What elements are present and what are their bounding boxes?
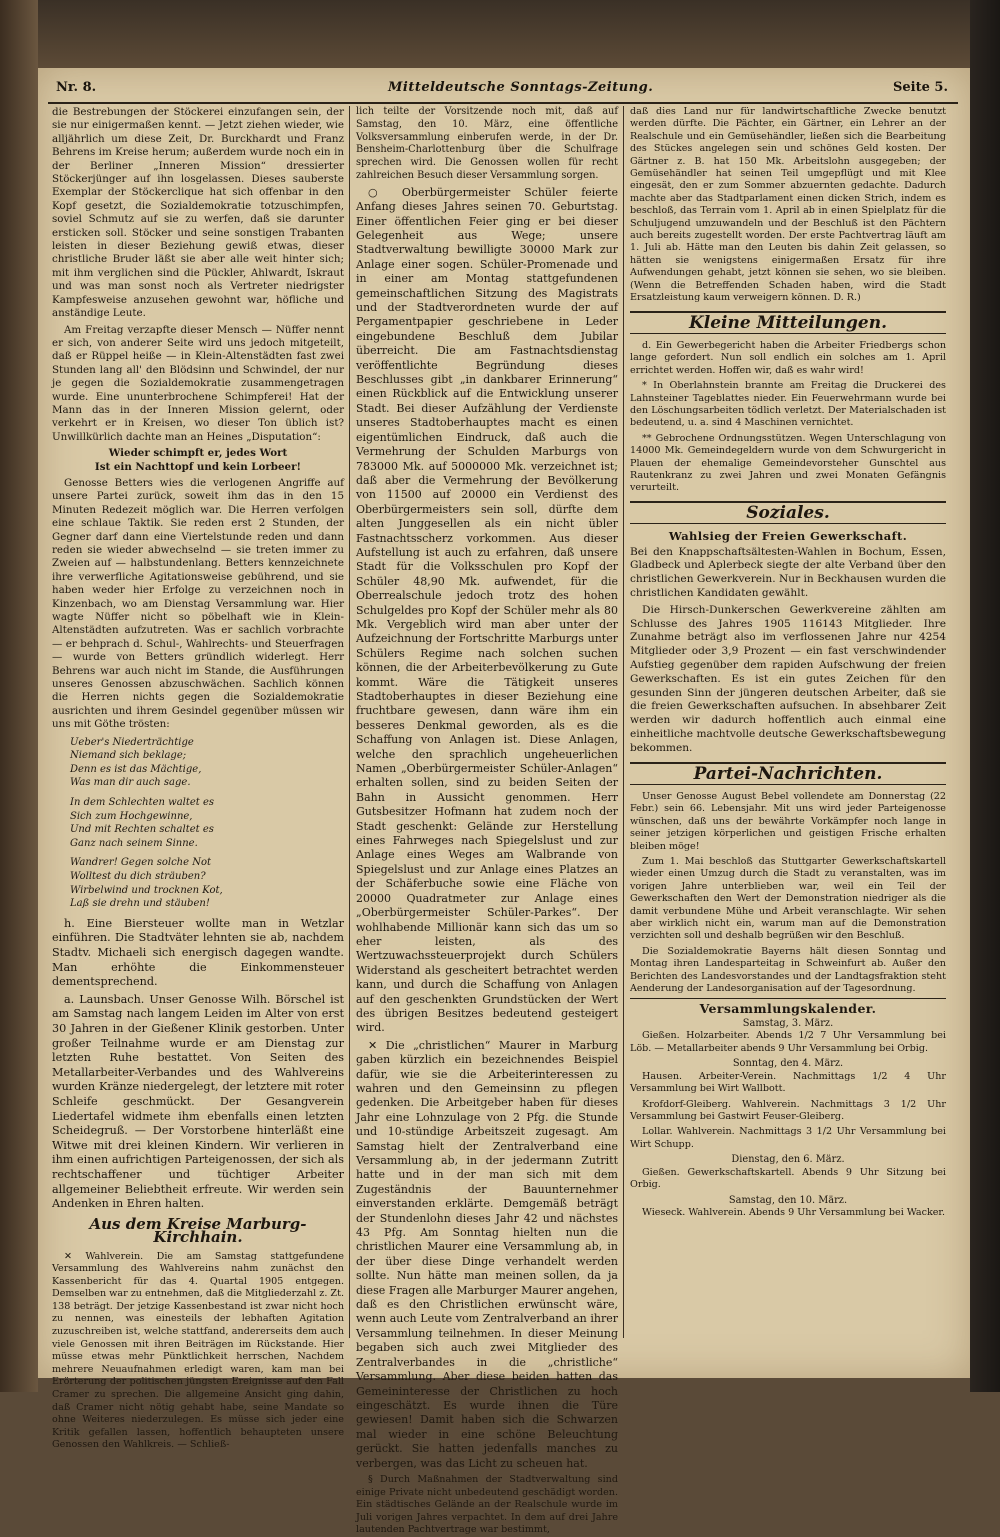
poem-line: Ganz nach seinem Sinne. <box>70 837 198 849</box>
article-paragraph: Genosse Betters wies die verlogenen Angriffe auf unsere Partei zurück, soweit ihm das in den 15 Minuten Redezeit möglich war. Die Herren verfolgen eine schlaue Taktik. Sie reden erst 2 Stunden, der Gegner darf dann eine Viertelstunde reden und dann reden sie wieder abwechselnd — sie treten immer zu Zweien auf — halbstundenlang. Betters kennzeichnete ihre verwerfliche Agitationsweise gebührend, und sie haben weder hier Erfolge zu verzeichnen noch in Kinzenbach, wo am Dienstag Versammlung war. Hier wagte Nüffer nicht so pöbelhaft wie in Klein-Altenstädten aufzutreten. Was er sachlich vorbrachte — er behprach d. Schul-, Wahlrechts- und Steuerfragen — wurde von Betters gründlich widerlegt. Herr Behrens war auch nicht im Stande, die Ausführungen unseres Genossen abzuschwächen. Sachlich können die Herren nichts gegen die Sozialdemokratie ausrichten und ihrem Gesindel gegenüber müssen wir uns mit Göthe trösten: <box>52 476 344 731</box>
calendar-date: Samstag, den 10. März. <box>728 1194 848 1206</box>
column-1 <box>52 106 344 1451</box>
poem-line: In dem Schlechten waltet es <box>70 797 215 809</box>
article-paragraph: Bei den Knappschaftsältesten-Wahlen in Bochum, Essen, Gladbeck und Aplerbeck siegte der alte Verband über den christlichen Gewerkverein. Nur in Beckhausen wurden die christlichen Kandidaten gewählt. <box>630 545 946 599</box>
poem-line: Was man dir auch sage. <box>70 777 191 789</box>
book-spine-edge <box>0 0 38 1392</box>
poem <box>70 736 344 911</box>
article-paragraph: die Bestrebungen der Stöckerei einzufangen sein, der sie nur einigermaßen kennt. — Jetzt ziehen wieder, wie alljährlich um diese Zeit, Dr. Burckhardt und Franz Behrens im Kreise herum; außerdem wurde noch ein in der Berliner „Inneren Mission“ dressierter Stöckerjünger auf ihn losgelassen. Dieses sauberste Exemplar der Stöckerclique hat sich offenbar in den Kopf gesetzt, die Sozialdemokratie totzuschimpfen, soviel Schmutz auf sie zu werfen, daß sie darunter ersticken soll. Stöcker und seine sonstigen Trabanten leisten in dieser Beziehung gewiß etwas, dieser christliche Bruder läßt sie aber alle weit hinter sich; mit ihm verglichen sind die Pückler, Ahlwardt, Iskraut und was man sonst noch als Vertreter niedrigster Kampfesweise anzusehen gewohnt war, höfliche und anständige Leute. <box>52 106 344 320</box>
newspaper-page <box>38 68 970 1536</box>
poem-stanza <box>70 856 344 910</box>
article-paragraph: Zum 1. Mai beschloß das Stuttgarter Gewerkschaftskartell wieder einen Umzug durch die Stadt zu veranstalten, was im vorigen Jahre unterblieben war, weil ein Teil der Gewerkschaften den Wert der Demonstration niedriger als die damit verbundene Mühe und Arbeit veranschlagte. Wir sehen aber wirklich nicht ein, warum man auf die Demonstration verzichten soll und deshalb begrüßen wir den Beschluß. <box>630 855 946 942</box>
article-paragraph: Die Sozialdemokratie Bayerns hält diesen Sonntag und Montag ihren Landesparteitag in Schweinfurt ab. Außer den Berichten des Landesvorstandes und der Landtagsfraktion steht Aenderung der Landesorganisation auf der Tagesordnung. <box>630 945 946 995</box>
poem-line: Sich zum Hochgewinne, <box>70 810 193 822</box>
article-paragraph: ✕ Die „christlichen“ Maurer in Marburg gaben kürzlich ein bezeichnendes Beispiel dafür, wie sie die Arbeiterinteressen zu wahren und den Gemeinsinn zu pflegen gedenken. Die Arbeitgeber haben für dieses Jahr eine Lohnzulage von 2 Pfg. die Stunde und 10-stündige Arbeitszeit zugesagt. Am Samstag hielt der Zentralverband eine Versammlung ab, in der jedermann Zutritt hatte und in der man sich mit dem Zugeständnis der Bauunternehmer einverstanden erklärte. Demgemäß beträgt der Stundenlohn dieses Jahr 42 und nächstes 43 Pfg. Am Sonntag hielten nun die christlichen Maurer eine Versammlung ab, in der über diese Dinge verhandelt werden sollte. Nun hätte man meinen sollen, da ja diese Fragen alle Marburger Maurer angehen, daß es den Christlichen erwünscht wäre, wenn auch Leute vom Zentralverband an ihrer Versammlung teilnehmen. In dieser Meinung begaben sich auch zwei Mitglieder des Zentralverbandes in die „christliche“ Versammlung. Aber diese beiden hatten das Gemeininteresse der Christlichen zu hoch eingeschätzt. Es wurde ihnen die Türe gewiesen! Damit haben sich die Schwarzen mal wieder in eine schöne Beleuchtung gerückt. Sie hatten jedenfalls manches zu verbergen, was das Licht zu scheuen hat. <box>356 1038 618 1470</box>
quote-line: Ist ein Nachttopf und kein Lorbeer! <box>94 460 302 473</box>
poem-line: Laß sie drehn und stäuben! <box>70 898 210 910</box>
section-heading: Aus dem Kreise Marburg-Kirchhain. <box>89 1214 307 1247</box>
scan-top-edge <box>0 0 1000 68</box>
poem-line: Und mit Rechten schaltet es <box>70 824 214 836</box>
poem-line: Wirbelwind und trocknen Kot, <box>70 884 223 896</box>
calendar-entry: Gießen. Gewerkschaftskartell. Abends 9 Uhr Sitzung bei Orbig. <box>630 1166 946 1191</box>
article-paragraph: Am Freitag verzapfte dieser Mensch — Nüffer nennt er sich, von anderer Seite wird uns jedoch mitgeteilt, daß er Rüppel heiße — in Klein-Altenstädten fast zwei Stunden lang all' den Blödsinn und Schwindel, der nur je gegen die Sozialdemokratie zusammengetragen wurde. Eine ununterbrochene Schimpferei! Hat der Mann das in der Inneren Mission gelernt, oder verkehrt er in Kreisen, wo dieser Ton üblich ist? Unwillkürlich dachte man an Heines „Disputation“: <box>52 323 344 443</box>
article-paragraph: Unser Genosse August Bebel vollendete am Donnerstag (22 Febr.) sein 66. Lebensjahr. Mit uns wird jeder Parteigenosse wünschen, daß uns der bewährte Vorkämpfer noch lange in seiner jetzigen körperlichen und geistigen Frische erhalten bleiben möge! <box>630 790 946 852</box>
quote-line: Wieder schimpft er, jedes Wort <box>108 447 288 460</box>
subheading: Versammlungskalender. <box>630 998 946 1015</box>
section-heading: Kleine Mitteilungen. <box>630 311 946 334</box>
subheading: Wahlsieg der Freien Gewerkschaft. <box>668 529 908 544</box>
article-paragraph: daß dies Land nur für landwirtschaftliche Zwecke benutzt werden dürfte. Die Pächter, ein Gärtner, ein Lehrer an der Realschule und ein Gemüsehändler, ließen sich die Bearbeitung des Stückes angelegen sein und schönes Geld kosten. Der Gärtner z. B. hat 150 Mk. Arbeitslohn ausgegeben; der Gemüsehändler hat seinen Teil umgepflügt und mit Klee eingesät, den er zum Sommer abzuernten gedachte. Dadurch machte aber das Stadtparlament einen dicken Strich, indem es beschloß, das Terrain vom 1. April ab in einen Spielplatz für die Schuljugend umzuwandeln und der Beschluß ist den Pächtern auch bereits zugestellt worden. Der erste Pachtvertrag läuft am 1. Juli ab. Hätte man den Leuten bis dahin Zeit gelassen, so hätten sie wenigstens einigermaßen Ersatz für ihre Aufwendungen gehabt, jetzt können sie sehen, wo sie bleiben. (Wenn die Betreffenden Schaden haben, wird die Stadt Ersatzleistung kaum verweigern können. D. R.) <box>630 106 946 304</box>
poem-line: Wolltest du dich sträuben? <box>70 871 206 883</box>
poem-line: Niemand sich beklage; <box>70 750 187 762</box>
calendar-date: Sonntag, den 4. März. <box>732 1058 844 1070</box>
article-paragraph: a. Launsbach. Unser Genosse Wilh. Börschel ist am Samstag nach langem Leiden im Alter von erst 30 Jahren in der Gießener Klinik gestorben. Unter großer Teilnahme wurde er am Dienstag zur letzten Ruhe bestattet. Von Seiten des Metallarbeiter-Verbandes und des Wahlvereins wurden Kränze niedergelegt, der letztere mit roter Schleife geschmückt. Der Gesangverein Liedertafel widmete ihm ebenfalls einen letzten Scheidegruß. — Der Vorstorbene hinterläßt eine Witwe mit drei kleinen Kindern. Wir verlieren in ihm einen aufrichtigen Parteigenossen, der sich als rechtschaffener und tüchtiger Arbeiter allgemeiner Beliebtheit erfreute. Wir werden sein Andenken in Ehren halten. <box>52 992 344 1211</box>
poem-stanza <box>70 736 344 790</box>
article-paragraph: ✕ Wahlverein. Die am Samstag stattgefundene Versammlung des Wahlvereins nahm zunächst den Kassenbericht für das 4. Quartal 1905 entgegen. Demselben war zu entnehmen, daß die Mitgliederzahl z. Zt. 138 beträgt. Der jetzige Kassenbestand ist zwar nicht hoch zu nennen, was einesteils der lebhaften Agitation zuzuschreiben ist, welche stattfand, andererseits dem auch viele Genossen mit ihren Beiträgen im Rückstande. Hier müsse etwas mehr Pünktlichkeit herrschen, Nachdem mehrere Neuaufnahmen erledigt waren, kam man bei Erörterung der politischen jüngsten Ereignisse auf den Fall Cramer zu sprechen. Die allgemeine Ansicht ging dahin, daß Cramer nicht nötig gehabt habe, seine Mandate so ohne Weiteres niederzulegen. Es müsse sich jeder eine Kritik gefallen lassen, hoffentlich behaupteten unsere Genossen den Wahlkreis. — Schließ- <box>52 1250 344 1451</box>
article-paragraph: Die Hirsch-Dunkerschen Gewerkvereine zählten am Schlusse des Jahres 1905 116143 Mitglieder. Ihre Zunahme beträgt also im verflossenen Jahre nur 4254 Mitglieder oder 3,9 Prozent — ein fast verschwindender Aufstieg gegenüber dem rapiden Aufschwung der freien Gewerkschaften. Es ist ein gutes Zeichen für den gesunden Sinn der jüngeren deutschen Arbeiter, daß sie die freien Gewerkschaften aufsuchen. In absehbarer Zeit werden wir dadurch hoffentlich auch einmal eine einheitliche machtvolle deutsche Gewerkschaftsbewegung bekommen. <box>630 603 946 754</box>
article-paragraph: d. Ein Gewerbegericht haben die Arbeiter Friedbergs schon lange gefordert. Nun soll endlich ein solches am 1. April errichtet werden. Hoffen wir, daß es wahr wird! <box>630 339 946 376</box>
calendar-entry: Gießen. Holzarbeiter. Abends 1/2 7 Uhr Versammlung bei Löb. — Metallarbeiter abends 9 Uhr Versammlung bei Orbig. <box>630 1030 946 1054</box>
page-number: Seite 5. <box>893 80 948 95</box>
header-rule <box>48 102 958 104</box>
book-cover-edge <box>970 0 1000 1392</box>
calendar-date: Dienstag, den 6. März. <box>731 1154 845 1166</box>
calendar-entry: Krofdorf-Gleiberg. Wahlverein. Nachmittags 3 1/2 Uhr Versammlung bei Gastwirt Feuser-Gleiberg. <box>630 1098 946 1123</box>
article-paragraph: * In Oberlahnstein brannte am Freitag die Druckerei des Lahnsteiner Tageblattes nieder. Ein Feuerwehrmann wurde bei den Löschungsarbeiten tödlich verletzt. Der Materialschaden ist bedeutend, u. a. sind 4 Maschinen vernichtet. <box>630 380 946 429</box>
poem-line: Ueber's Niederträchtige <box>70 736 194 748</box>
section-heading: Partei-Nachrichten. <box>630 762 946 785</box>
poem-line: Denn es ist das Mächtige, <box>70 763 202 775</box>
newspaper-title: Mitteldeutsche Sonntags-Zeitung. <box>388 80 654 95</box>
article-paragraph: h. Eine Biersteuer wollte man in Wetzlar einführen. Die Stadtväter lehnten sie ab, nachdem Stadtv. Michaeli sich energisch dagegen wandte. Man erhöhte die Einkommensteuer dementsprechend. <box>52 916 344 989</box>
column-divider <box>623 106 624 1338</box>
article-paragraph: ○ Oberbürgermeister Schüler feierte Anfang dieses Jahres seinen 70. Geburtstag. Einer öffentlichen Feier ging er bei dieser Gelegenheit aus Wege; unsere Stadtverwaltung bewilligte 30000 Mark zur Anlage einer sogen. Schüler-Promenade und in einer am Montag stattgefundenen gemeinschaftlichen Sitzung des Magistrats und der Stadtverordneten wurde der auf Pergamentpapier geschriebene in Leder eingebundene Beschluß dem Jubilar überreicht. Die am Fastnachtsdienstag veröffentlichte Begründung dieses Beschlusses gibt „in dankbarer Erinnerung“ einen Rückblick auf die Entwicklung unserer Stadt. Bei dieser Aufzählung der Verdienste unseres Stadtoberhauptes macht es einen eigentümlichen Eindruck, daß auch die Vermehrung der Schulden Marburgs von 783000 Mk. auf 5000000 Mk. verzeichnet ist; daß aber die Vermehrung der Bevölkerung von 11500 auf 20000 ein Verdienst des Oberbürgermeisters sein soll, dürfte dem alten Junggesellen als ein nicht übler Fastnachtsscherz vorkommen. Aus dieser Aufstellung ist auch zu erfahren, daß unsere Stadt für die Volksschulen pro Kopf der Schüler 48,90 Mk. aufwendet, für die Oberrealschule jedoch trotz des hohen Schulgeldes pro Kopf der Schüler mehr als 80 Mk. Vergeblich wird man aber unter der Aufzeichnung der Fortschritte Marburgs unter Schülers Regime nach solchen suchen können, die der Arbeiterbevölkerung zu Gute kommt. Wäre die Tätigkeit unseres Stadtoberhauptes in dieser Beziehung eine fruchtbare gewesen, dann wäre ihm ein besseres Denkmal geworden, als es die Schaffung von Anlagen ist. Diese Anlagen, welche den sprachlich ungeheuerlichen Namen „Oberbürgermeister Schüler-Anlagen“ erhalten sollen, sind zu beiden Seiten der Bahn in Aussicht genommen. Herr Gutsbesitzer Hofmann hat zudem noch der Stadt geschenkt: Gelände zur Herstellung eines Fahrweges nach Spiegelslust und zur Anlage eines Weges am Walbrande von Spiegelslust und zur Anlage eines Platzes an der Schäferbuche sowie eine Fläche von 20000 Quadratmeter zur Anlage eines „Oberbürgermeister Schüler-Parkes“. Der wohlhabende Millionär kann sich das um so eher leisten, als des Wertzuwachssteuerprojekt durch Schülers Widerstand als gescheitert betrachtet werden kann, und durch die Schaffung von Anlagen auf den geschenkten Grundstücken der Wert des übrigen Besitzes bedeutend gesteigert wird. <box>356 185 618 1035</box>
section-heading: Soziales. <box>630 501 946 524</box>
poem-stanza <box>70 796 344 850</box>
column-divider <box>349 106 350 1338</box>
page-header <box>48 80 958 100</box>
calendar-entry: Lollar. Wahlverein. Nachmittags 3 1/2 Uhr Versammlung bei Wirt Schupp. <box>630 1126 946 1150</box>
article-paragraph: ** Gebrochene Ordnungsstützen. Wegen Unterschlagung von 14000 Mk. Gemeindegeldern wurde von dem Schwurgericht in Plauen der ehemalige Gemeindevorsteher Gunschtel aus Rautenkranz zu zwei Jahren und zwei Monaten Gefängnis verurteilt. <box>630 432 946 494</box>
column-3 <box>630 106 946 1338</box>
calendar-entry: Hausen. Arbeiter-Verein. Nachmittags 1/2 4 Uhr Versammlung bei Wirt Wallbott. <box>630 1070 946 1095</box>
article-paragraph: lich teilte der Vorsitzende noch mit, daß auf Samstag, den 10. März, eine öffentliche Volksversammlung einberufen werde, in der Dr. Bensheim-Charlottenburg über die Schulfrage sprechen wird. Die Genossen wollen für recht zahlreichen Besuch dieser Versammlung sorgen. <box>356 106 618 181</box>
poem-line: Wandrer! Gegen solche Not <box>70 857 212 869</box>
issue-number: Nr. 8. <box>56 80 97 95</box>
column-2 <box>356 106 618 1536</box>
article-paragraph: § Durch Maßnahmen der Stadtverwaltung sind einige Private nicht unbedeutend geschädigt worden. Ein städtisches Gelände an der Realschule wurde im Juli vorigen Jahres verpachtet. In dem auf drei Jahre lautenden Pachtvertrage war bestimmt, <box>356 1473 618 1536</box>
calendar-date: Samstag, 3. März. <box>742 1017 834 1029</box>
calendar-entry: Wieseck. Wahlverein. Abends 9 Uhr Versammlung bei Wacker. <box>642 1207 946 1219</box>
